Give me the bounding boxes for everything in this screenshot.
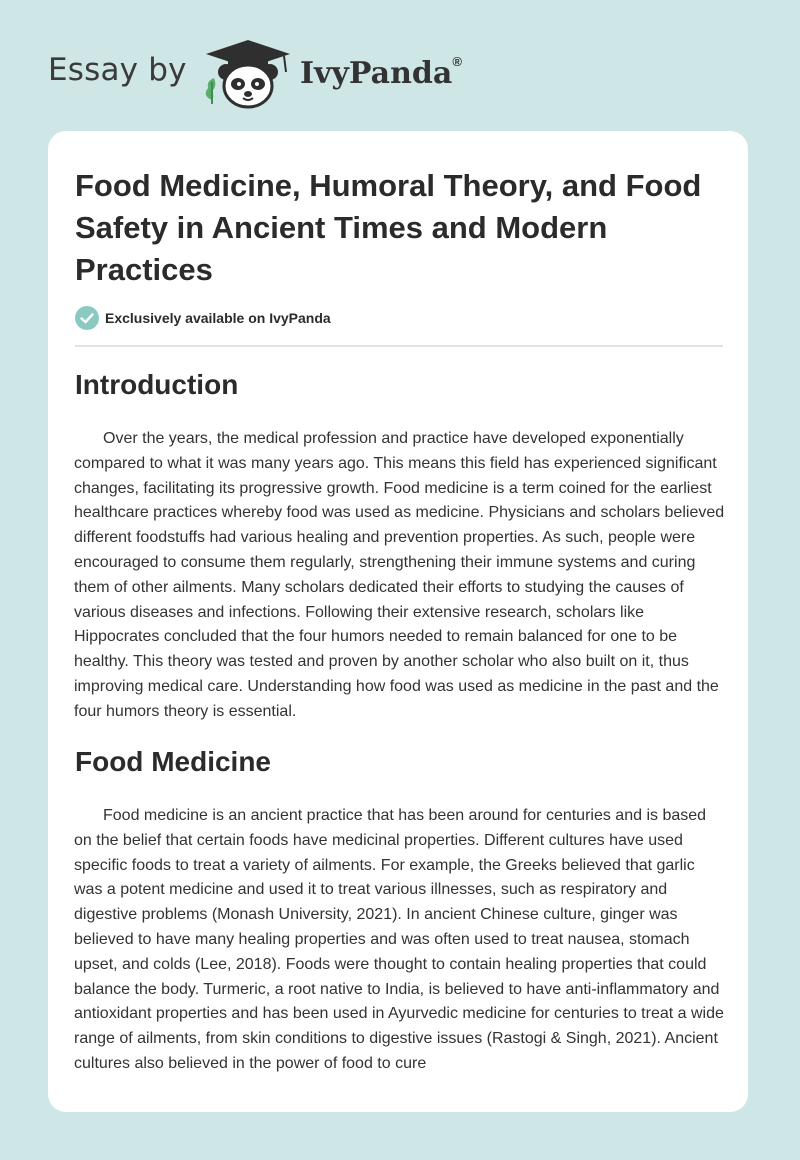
section-paragraph-introduction: Over the years, the medical profession and practice have developed exponentially compared to what it was many years ago. This means this field has experienced significant changes, facilitating its progressive growth. Food medicine is a term coined for the earliest healthcare practices whereby food was used as medicine. Physicians and scholars believed different foodstuffs had various healing and prevention properties. As such, people were encouraged to consume them regularly, strengthening their immune systems and curing them of other ailments. Many scholars dedicated their efforts to studying the causes of various diseases and infections. Following their extensive research, scholars like Hippocrates concluded that the four humors needed to remain balanced for one to be healthy. This theory was tested and proven by another scholar who also built on it, thus improving medical care. Understanding how food was used as medicine in the past and the four humors theory is essential. <box>74 430 725 720</box>
essay-card <box>48 131 748 1112</box>
exclusive-badge <box>75 305 331 331</box>
exclusive-label: Exclusively available on IvyPanda <box>105 310 331 326</box>
section-heading-food-medicine: Food Medicine <box>75 746 271 777</box>
section-paragraph-food-medicine: Food medicine is an ancient practice that has been around for centuries and is based on the belief that certain foods have medicinal properties. Different cultures have used specific foods to treat a variety of ailments. For example, the Greeks believed that garlic was a potent medicine and used it to treat various illnesses, such as respiratory and digestive problems (Monash University, 2021). In ancient Chinese culture, ginger was believed to have many healing properties and was often used to treat nausea, stomach upset, and colds (Lee, 2018). Foods were thought to contain healing properties that could balance the body. Turmeric, a root native to India, is believed to have anti-inflammatory and antioxidant properties and has been used in Ayurvedic medicine for centuries to treat a wide range of ailments, from skin conditions to digestive issues (Rastogi & Singh, 2021). Ancient cultures also believed in the power of food to cure <box>74 807 724 1072</box>
title-divider <box>75 345 723 347</box>
essay-by-label: Essay by <box>48 52 187 88</box>
site-header <box>0 0 800 130</box>
essay-title: Food Medicine, Humoral Theory, and Food Safety in Ancient Times and Modern Practices <box>75 168 702 287</box>
brand-logo-text[interactable]: IvyPanda® <box>300 54 462 91</box>
panda-graduate-icon <box>200 38 296 110</box>
registered-mark: ® <box>452 54 462 69</box>
check-circle-icon <box>75 306 99 330</box>
section-heading-introduction: Introduction <box>75 369 239 400</box>
